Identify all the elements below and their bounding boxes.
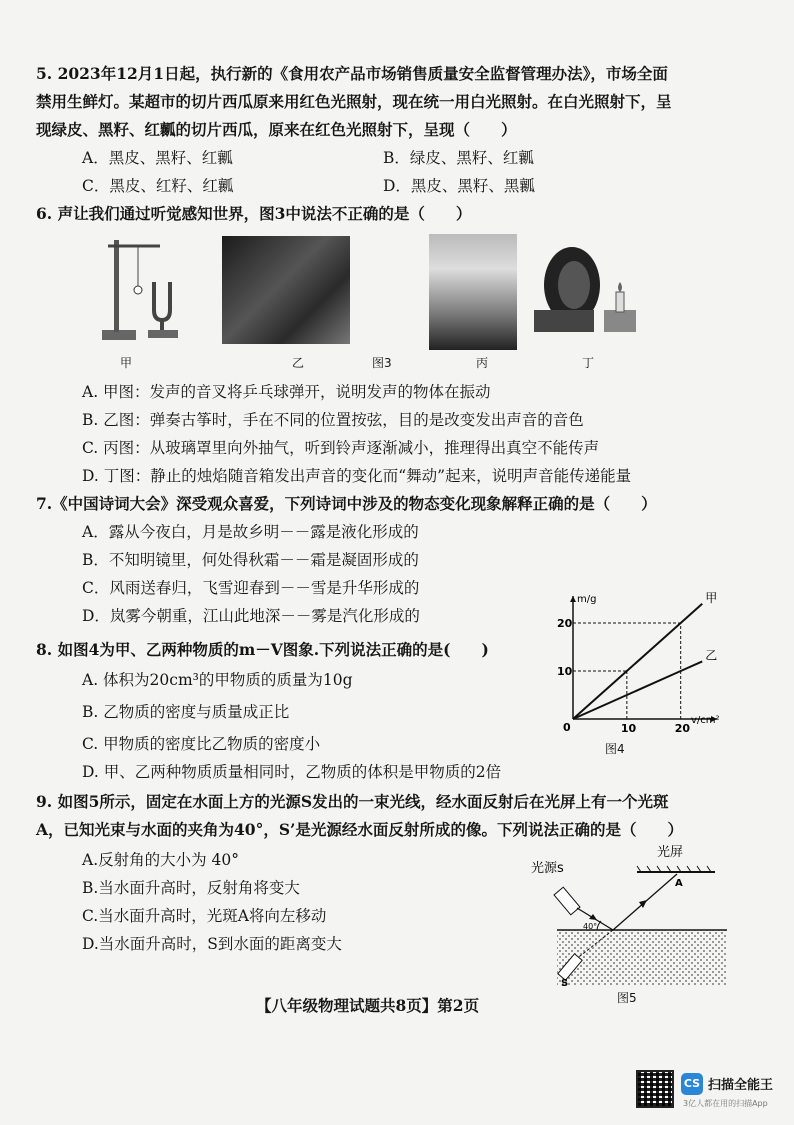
spot-label: A <box>675 878 683 889</box>
q8-stem: 8. 如图4为甲、乙两种物质的m－V图象.下列说法正确的是( ) <box>36 640 489 659</box>
reflection-figure <box>525 838 735 988</box>
q8-option-a: A. 体积为20cm³的甲物质的质量为10g <box>82 671 353 689</box>
q6-option-d: D. 丁图：静止的烛焰随音箱发出声音的变化而“舞动”起来，说明声音能传递能量 <box>82 467 632 485</box>
y-axis-arrow <box>570 596 576 602</box>
fig3-label-ding: 丁 <box>582 356 595 370</box>
series-line-2 <box>573 661 702 719</box>
fig4-caption: 图4 <box>605 742 625 756</box>
q5-option-b: B．绿皮、黑籽、红瓤 <box>383 149 534 167</box>
image-label: S <box>561 978 569 988</box>
q6-option-b: B. 乙图：弹奏古筝时，手在不同的位置按弦，目的是改变发出声音的音色 <box>82 411 584 429</box>
q5-option-d: D．黑皮、黑籽、黑瓤 <box>383 177 535 195</box>
fig3-label-yi: 乙 <box>292 356 305 370</box>
fig3-caption: 图3 <box>372 356 392 370</box>
q5-stem-line3: 现绿皮、黑籽、红瓤的切片西瓜，原来在红色光照射下，呈现（ ） <box>36 120 517 139</box>
q9-option-b: B.当水面升高时，反射角将变大 <box>82 879 300 897</box>
q8-option-d: D. 甲、乙两种物质质量相同时，乙物质的体积是甲物质的2倍 <box>82 763 502 781</box>
angle-label: 40° <box>583 922 598 931</box>
x-axis-label: v/cm² <box>691 715 720 726</box>
bell-jar-photo <box>429 234 517 350</box>
q9-option-c: C.当水面升高时，光斑A将向左移动 <box>82 907 327 925</box>
q5-stem-line1: 5. 2023年12月1日起，执行新的《食用农产品市场销售质量安全监督管理办法》，市场全面 <box>36 64 668 83</box>
q9-option-a: A.反射角的大小为 40° <box>82 851 240 869</box>
water-body <box>557 930 727 986</box>
mass-volume-chart <box>555 588 725 738</box>
fig3-label-jia: 甲 <box>120 356 133 370</box>
q6-option-a: A. 甲图：发声的音叉将乒乓球弹开，说明发声的物体在振动 <box>82 383 491 401</box>
q7-option-a: A．露从今夜白，月是故乡明－－露是液化形成的 <box>82 523 419 541</box>
q8-option-b: B. 乙物质的密度与质量成正比 <box>82 703 290 721</box>
q7-option-c: C．风雨送春归，飞雪迎春到－－雪是升华形成的 <box>82 579 420 597</box>
q7-option-b: B．不知明镜里，何处得秋霜－－霜是凝固形成的 <box>82 551 419 569</box>
y-tick-20: 20 <box>557 617 573 630</box>
q9-option-d: D.当水面升高时，S到水面的距离变大 <box>82 935 342 953</box>
q5-stem-line2: 禁用生鲜灯。某超市的切片西瓜原来用红色光照射，现在统一用白光照射。在白光照射下，呈 <box>36 92 672 111</box>
camscanner-logo-icon: CS <box>681 1073 703 1095</box>
q7-stem: 7.《中国诗词大会》深受观众喜爱，下列诗词中涉及的物态变化现象解释正确的是（ ） <box>36 494 657 513</box>
q9-stem-line1: 9. 如图5所示，固定在水面上方的光源S发出的一束光线，经水面反射后在光屏上有一个光斑 <box>36 792 669 811</box>
y-axis-label: m/g <box>577 594 597 605</box>
q5-option-a: A．黑皮、黑籽、红瓤 <box>82 149 233 167</box>
fig5-caption: 图5 <box>617 991 637 1005</box>
guzheng-photo <box>222 236 350 344</box>
q5-option-c: C．黑皮、红籽、红瓤 <box>82 177 234 195</box>
y-tick-10: 10 <box>557 665 573 678</box>
source-label: 光源s <box>531 861 564 876</box>
q7-option-d: D．岚雾今朝重，江山此地深－－雾是汽化形成的 <box>82 607 420 625</box>
series-label-1: 甲 <box>705 590 718 605</box>
origin-label: 0 <box>563 721 571 734</box>
fig3-label-bing: 丙 <box>476 356 489 370</box>
series-label-2: 乙 <box>705 648 718 663</box>
x-tick-20: 20 <box>674 722 691 735</box>
q9-stem-line2: A，已知光束与水面的夹角为40°，S’是光源经水面反射所成的像。下列说法正确的是（ ） <box>36 820 683 839</box>
q6-stem: 6. 声让我们通过听觉感知世界，图3中说法不正确的是（ ） <box>36 204 472 223</box>
light-source <box>554 887 580 915</box>
speaker-candle-figure <box>530 240 650 340</box>
q6-option-c: C. 丙图：从玻璃罩里向外抽气，听到铃声逐渐减小，推理得出真空不能传声 <box>82 439 600 457</box>
screen-label: 光屏 <box>657 845 684 860</box>
series-line-1 <box>573 604 702 719</box>
qr-code-image <box>636 1070 674 1108</box>
tuning-fork-figure <box>98 232 188 347</box>
x-tick-10: 10 <box>620 722 637 735</box>
page-footer: 【八年级物理试题共8页】第2页 <box>256 996 480 1015</box>
q8-option-c: C. 甲物质的密度比乙物质的密度小 <box>82 735 321 753</box>
scanner-app-name: 扫描全能王 <box>708 1078 774 1093</box>
scanner-tagline: 3亿人都在用的扫描App <box>683 1099 768 1108</box>
